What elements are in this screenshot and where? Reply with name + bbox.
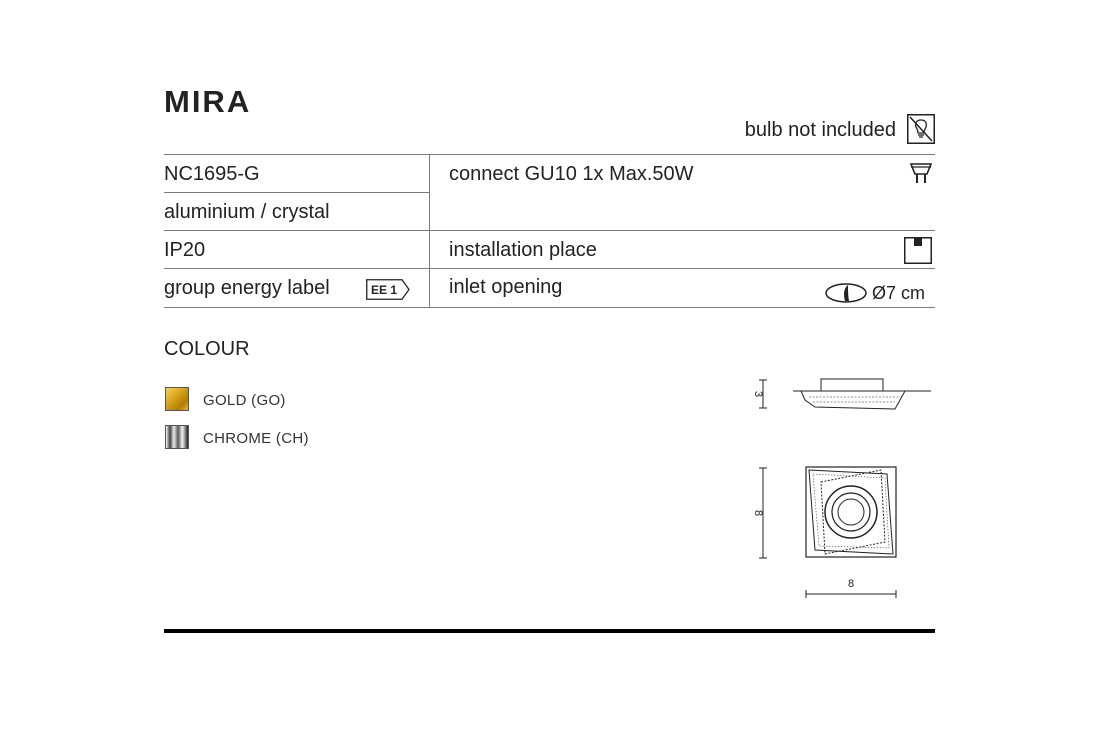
energy-badge-icon <box>366 279 410 300</box>
height-dim-label: 3 <box>752 390 764 398</box>
depth-dim-label: 8 <box>752 509 764 517</box>
width-dim-label: 8 <box>847 578 855 590</box>
inlet-opening: inlet opening <box>449 276 563 298</box>
inlet-diameter: Ø7 cm <box>872 283 926 303</box>
colour-heading: COLOUR <box>164 338 250 360</box>
gu10-bulb-icon <box>909 161 933 187</box>
table-rule-row2 <box>164 230 935 231</box>
table-divider <box>429 154 430 307</box>
energy-label-text: group energy label <box>164 277 330 299</box>
installation-place: installation place <box>449 239 597 261</box>
material: aluminium / crystal <box>164 201 330 223</box>
gold-swatch <box>165 387 189 411</box>
chrome-swatch <box>165 425 189 449</box>
depth-dimension <box>752 468 767 558</box>
chrome-label: CHROME (CH) <box>203 430 309 447</box>
gold-label: GOLD (GO) <box>203 392 286 409</box>
bulb-not-included-text: bulb not included <box>744 119 896 141</box>
ip-rating: IP20 <box>164 239 206 261</box>
table-rule-bottom <box>164 307 935 308</box>
width-dimension <box>806 578 896 598</box>
table-rule-top <box>164 154 935 155</box>
product-title: MIRA <box>164 84 252 119</box>
table-rule-row3 <box>164 268 935 269</box>
crossed-bulb-icon <box>907 114 935 144</box>
bottom-rule <box>164 629 935 633</box>
side-view <box>793 379 931 409</box>
product-code: NC1695-G <box>164 163 260 185</box>
energy-badge-text: EE 1 <box>371 283 398 297</box>
ceiling-recessed-icon <box>904 237 932 264</box>
top-view <box>806 467 896 557</box>
technical-drawing <box>735 370 935 600</box>
inlet-opening-icon <box>824 282 868 304</box>
connect-spec: connect GU10 1x Max.50W <box>449 163 694 185</box>
height-dimension <box>752 380 767 408</box>
table-rule-left-row1 <box>164 192 429 193</box>
